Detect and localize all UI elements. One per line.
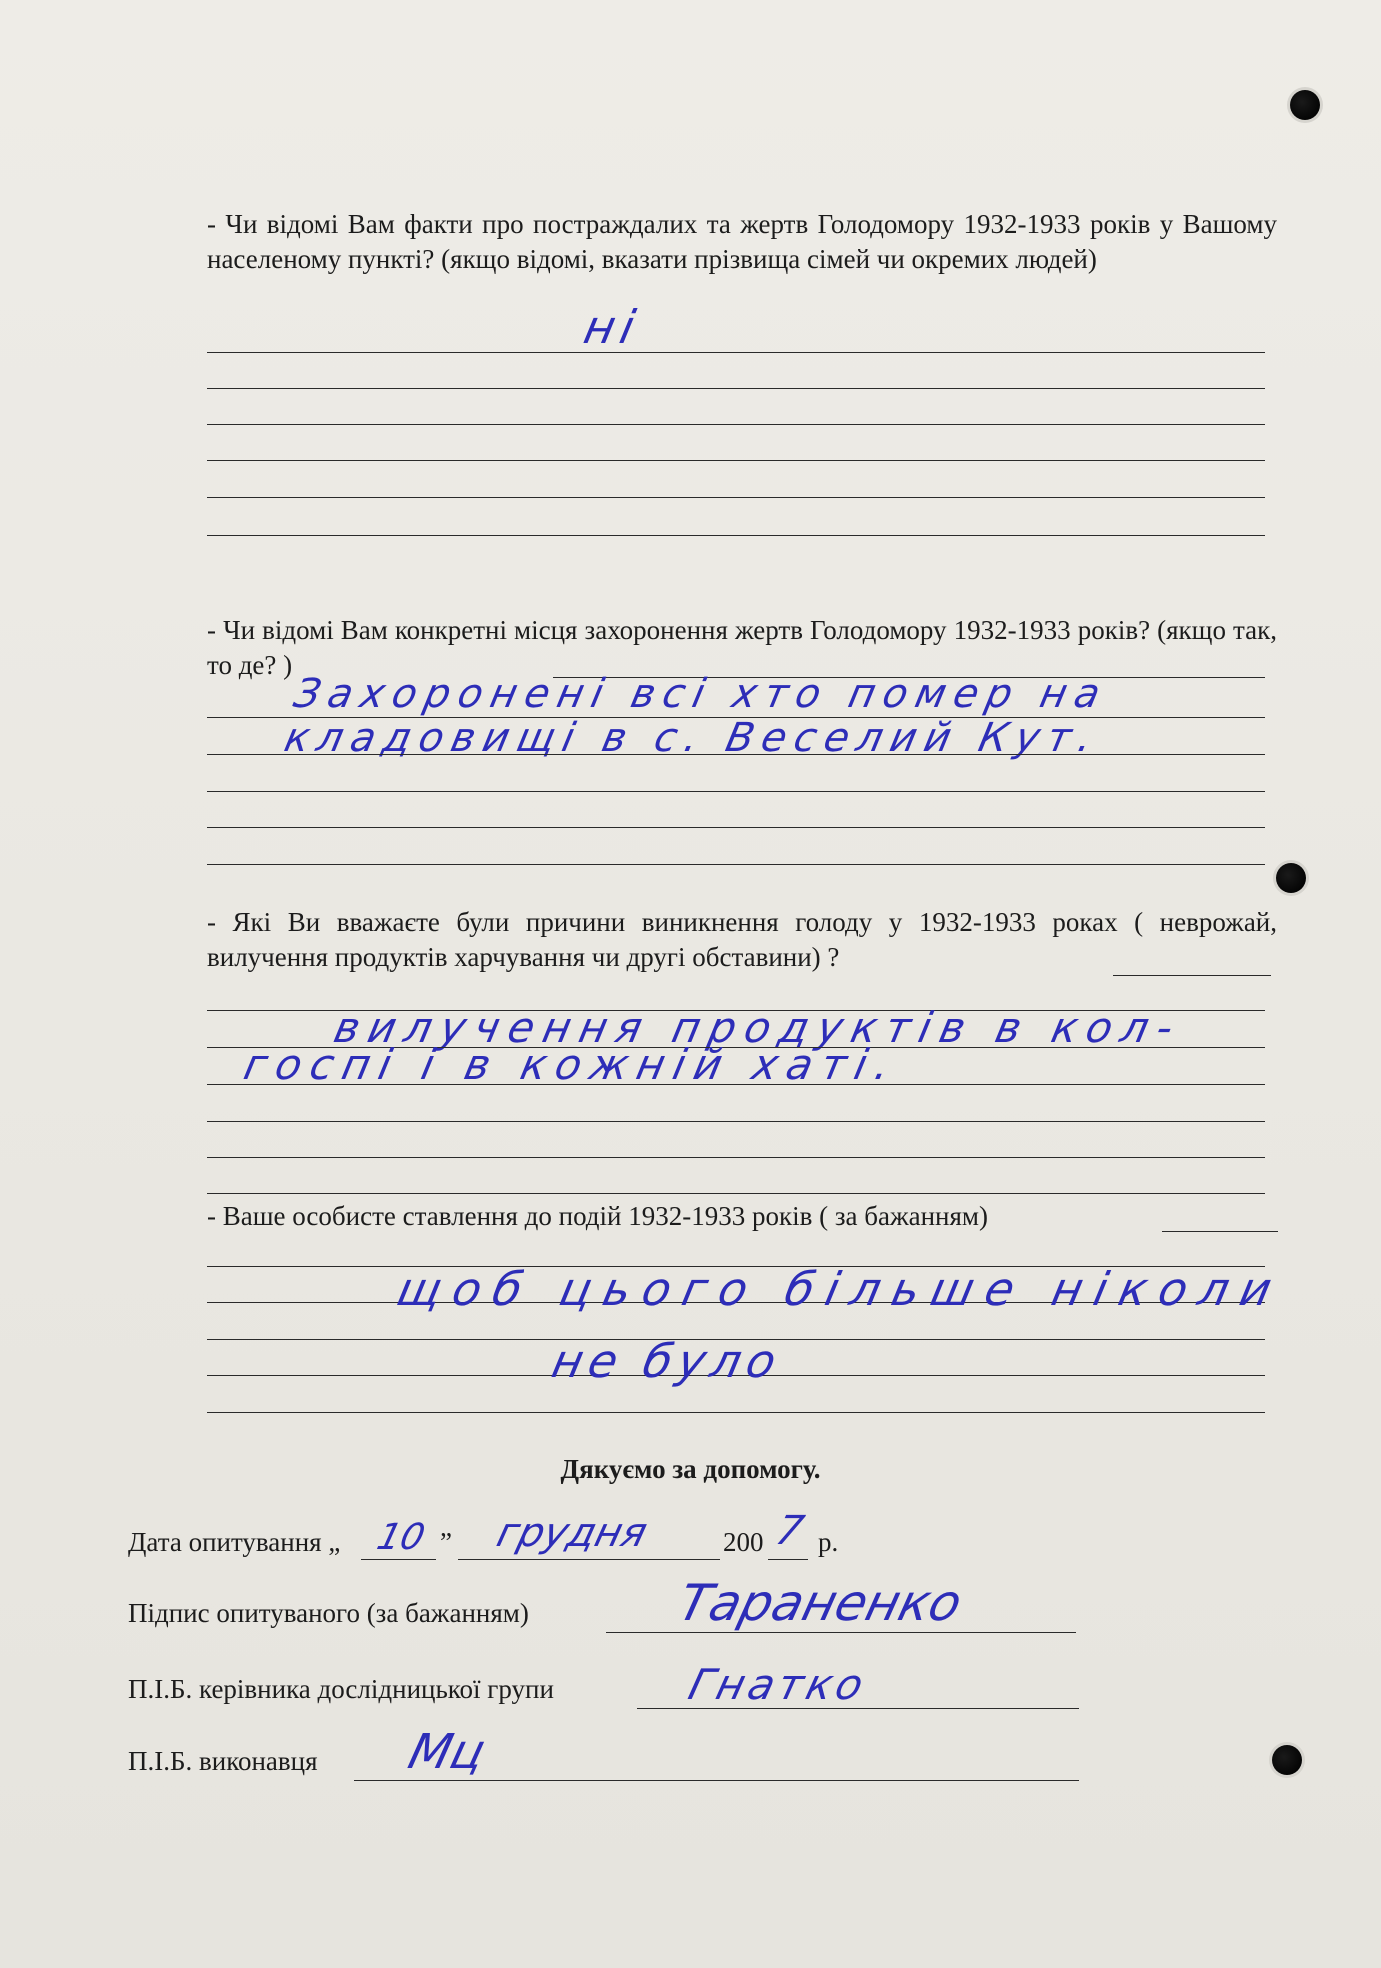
question-1-rule-6 <box>207 535 1265 536</box>
date-label: Дата опитування „ <box>128 1527 341 1557</box>
signature-rule <box>606 1632 1076 1633</box>
date-quote-close: ” <box>440 1527 452 1557</box>
question-2-rule-5 <box>207 864 1265 865</box>
date-day-value: 10 <box>372 1517 429 1558</box>
question-1-rule-1 <box>207 352 1265 353</box>
leader-label: П.І.Б. керівника дослідницької групи <box>128 1674 554 1704</box>
signature-label: Підпис опитуваного (за бажанням) <box>128 1598 529 1628</box>
punch-hole-middle <box>1276 863 1306 893</box>
executor-rule <box>354 1780 1079 1781</box>
executor-label: П.І.Б. виконавця <box>128 1746 318 1776</box>
question-2-rule-4 <box>207 827 1265 828</box>
question-2-answer-line-1: Захоронені всі хто помер на кладовищі в с. Веселий Кут. <box>280 671 1113 761</box>
punch-hole-top <box>1290 90 1320 120</box>
signature-value: Тараненко <box>672 1574 968 1632</box>
question-3-answer-line-1: вилучення продуктів в кол- <box>329 1003 1187 1052</box>
question-3-rule-6 <box>207 1193 1265 1194</box>
question-2-rule-3 <box>207 791 1265 792</box>
question-4-text: - Ваше особисте ставлення до подій 1932-1933 років ( за бажанням) <box>207 1201 988 1231</box>
question-3-text: - Які Ви вважаєте були причини виникнення голоду у 1932-1933 роках ( неврожай, вилучення продуктів харчування чи другі обставини) ? <box>207 907 1277 972</box>
question-1-answer-line-1: ні <box>579 300 646 354</box>
question-3-rule-3 <box>207 1084 1265 1085</box>
executor-value: Мц <box>403 1724 492 1780</box>
date-month-value: грудня <box>492 1510 652 1556</box>
question-1-rule-5 <box>207 497 1265 498</box>
question-3-answer-line-2: госпі і в кожній хаті. <box>239 1040 904 1089</box>
date-month-rule <box>458 1559 720 1560</box>
thanks-heading: Дякуємо за допомогу. <box>560 1454 821 1484</box>
question-1-rule-4 <box>207 460 1265 461</box>
question-4-inline-rule <box>1162 1231 1278 1232</box>
date-year-digit: 7 <box>771 1508 809 1554</box>
question-4-rule-5 <box>207 1412 1265 1413</box>
question-1-rule-2 <box>207 388 1265 389</box>
date-year-prefix: 200 <box>723 1527 764 1557</box>
date-suffix: р. <box>818 1527 839 1557</box>
question-2-rule-1 <box>207 717 1265 718</box>
punch-hole-bottom <box>1272 1745 1302 1775</box>
question-2-rule-2 <box>207 754 1265 755</box>
question-4-answer-line-1: щоб цього більше ніколи <box>392 1262 1289 1316</box>
question-4-answer-line-2: не було <box>547 1334 787 1388</box>
date-year-rule <box>768 1559 808 1560</box>
date-day-rule <box>361 1559 436 1560</box>
leader-value: Гнатко <box>683 1660 873 1709</box>
question-2-text: - Чи відомі Вам конкретні місця захоронення жертв Голодомору 1932-1933 років? (якщо так, то де? ) <box>207 615 1277 680</box>
question-1-text: - Чи відомі Вам факти про постраждалих та жертв Голодомору 1932-1933 років у Вашому населеному пункті? (якщо відомі, вказати прізвища сімей чи окремих людей) <box>207 209 1277 274</box>
question-3-rule-5 <box>207 1157 1265 1158</box>
question-3-rule-4 <box>207 1121 1265 1122</box>
question-1-rule-3 <box>207 424 1265 425</box>
question-3-inline-rule <box>1113 975 1271 976</box>
